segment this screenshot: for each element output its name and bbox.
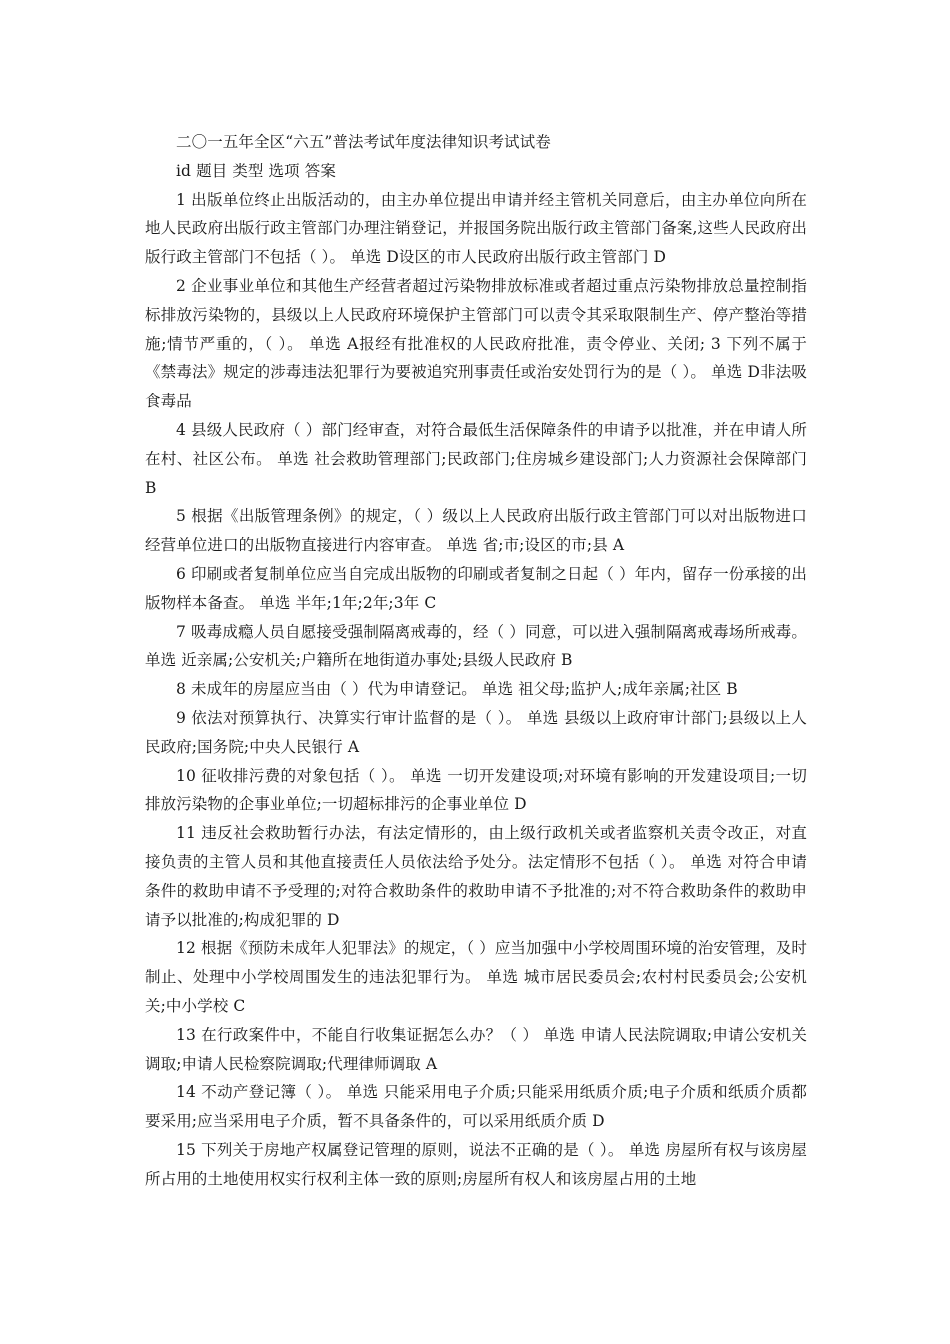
question-paragraph: 7 吸毒成瘾人员自愿接受强制隔离戒毒的，经（ ）同意，可以进入强制隔离戒毒场所戒毒。 单选 近亲属;公安机关;户籍所在地街道办事处;县级人民政府 B [145,622,807,670]
question-paragraph: 9 依法对预算执行、决算实行审计监督的是（ ）。 单选 县级以上政府审计部门;县级以上人民政府;国务院;中央人民银行 A [145,708,807,756]
question-paragraph: 5 根据《出版管理条例》的规定，（ ）级以上人民政府出版行政主管部门可以对出版物进口经营单位进口的出版物直接进行内容审查。 单选 省;市;设区的市;县 A [145,507,807,555]
question-paragraph: 13 在行政案件中，不能自行收集证据怎么办？（ ） 单选 申请人民法院调取;申请公安机关调取;申请人民检察院调取;代理律师调取 A [145,1025,807,1073]
question-paragraph: 10 征收排污费的对象包括（ ）。 单选 一切开发建设项;对环境有影响的开发建设项目;一切排放污染物的企事业单位;一切超标排污的企事业单位 D [145,766,807,814]
document-title: 二〇一五年全区“六五”普法考试年度法律知识考试试卷 [176,133,551,151]
question-paragraph: 15 下列关于房地产权属登记管理的原则，说法不正确的是（ ）。 单选 房屋所有权与该房屋所占用的土地使用权实行权利主体一致的原则;房屋所有权人和该房屋占用的土地 [145,1140,807,1188]
question-paragraph: 8 未成年的房屋应当由（ ）代为申请登记。 单选 祖父母;监护人;成年亲属;社区 B [176,680,738,699]
question-paragraph: 1 出版单位终止出版活动的，由主办单位提出申请并经主管机关同意后，由主办单位向所在地人民政府出版行政主管部门办理注销登记，并报国务院出版行政主管部门备案,这些人民政府出版行政主管部门不包括（ ）。 单选 D设区的市人民政府出版行政主管部门 D [145,190,807,267]
question-paragraph: 6 印刷或者复制单位应当自完成出版物的印刷或者复制之日起（ ）年内，留存一份承接的出版物样本备查。 单选 半年;1年;2年;3年 C [145,564,807,612]
table-header-row: id 题目 类型 选项 答案 [176,161,336,180]
question-paragraph: 2 企业事业单位和其他生产经营者超过污染物排放标准或者超过重点污染物排放总量控制指标排放污染物的，县级以上人民政府环境保护主管部门可以责令其采取限制生产、停产整治等措施;情节严重的，（ ）。 单选 A报经有批准权的人民政府批准，责令停业、关闭; 3 下列不属于《禁毒法》规定的涉毒违法犯罪行为要被追究刑事责任或治安处罚行为的是（ ）。 单选 D非法吸食毒品 [145,276,807,411]
question-paragraph: 14 不动产登记簿（ ）。 单选 只能采用电子介质;只能采用纸质介质;电子介质和纸质介质都要采用;应当采用电子介质，暂不具备条件的，可以采用纸质介质 D [145,1083,807,1131]
question-paragraph: 12 根据《预防未成年人犯罪法》的规定，（ ）应当加强中小学校周围环境的治安管理，及时制止、处理中小学校周围发生的违法犯罪行为。 单选 城市居民委员会;农村村民委员会;公安机关;中小学校 C [145,939,807,1015]
document-body [145,128,807,1193]
question-paragraph: 4 县级人民政府（ ）部门经审查，对符合最低生活保障条件的申请予以批准，并在申请人所在村、社区公布。 单选 社会救助管理部门;民政部门;住房城乡建设部门;人力资源社会保障部门 B [145,420,807,497]
question-paragraph: 11 违反社会救助暂行办法，有法定情形的，由上级行政机关或者监察机关责令改正，对直接负责的主管人员和其他直接责任人员依法给予处分。法定情形不包括（ ）。 单选 对符合申请条件的救助申请不予受理的;对符合救助条件的救助申请不予批准的;对不符合救助条件的救助申请予以批准的;构成犯罪的 D [145,824,807,929]
